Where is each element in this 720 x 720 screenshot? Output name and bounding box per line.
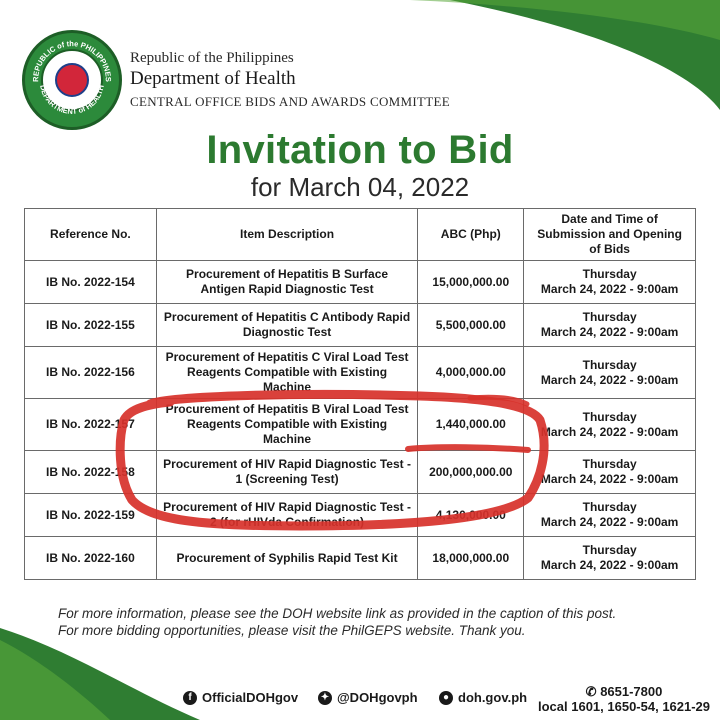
website-contact — [439, 690, 527, 705]
header-date: Date and Time of Submission and Opening of Bids — [524, 209, 696, 261]
cell-datetime: March 24, 2022 - 9:00am — [540, 472, 679, 486]
agency-committee: CENTRAL OFFICE BIDS AND AWARDS COMMITTEE — [130, 94, 450, 109]
header-abc: ABC (Php) — [418, 209, 524, 261]
header-ref: Reference No. — [25, 209, 157, 261]
cell-ref: IB No. 2022-154 — [25, 261, 157, 304]
globe-icon: ● — [439, 691, 453, 705]
phone-contact — [538, 684, 710, 714]
table-row — [25, 399, 696, 451]
cell-date — [524, 261, 696, 304]
table-header-row — [25, 209, 696, 261]
footer-note-line2: For more bidding opportunities, please visit the PhilGEPS website. Thank you. — [58, 623, 526, 638]
table-row — [25, 451, 696, 494]
cell-day: Thursday — [582, 310, 637, 324]
twitter-icon: ✦ — [318, 691, 332, 705]
cell-abc: 18,000,000.00 — [418, 537, 524, 580]
table-row — [25, 494, 696, 537]
cell-datetime: March 24, 2022 - 9:00am — [540, 424, 679, 439]
twitter-contact — [318, 690, 418, 705]
phone-number: 8651-7800 — [600, 684, 663, 699]
cell-day: Thursday — [582, 267, 637, 281]
cell-ref: IB No. 2022-155 — [25, 304, 157, 347]
cell-datetime: March 24, 2022 - 9:00am — [540, 325, 679, 339]
cell-abc: 4,000,000.00 — [418, 347, 524, 399]
table-row — [25, 304, 696, 347]
facebook-contact — [183, 690, 298, 705]
agency-republic: Republic of the Philippines — [130, 50, 294, 66]
header-desc: Item Description — [156, 209, 417, 261]
cell-day: Thursday — [582, 457, 637, 471]
cell-abc: 5,500,000.00 — [418, 304, 524, 347]
cell-date — [524, 537, 696, 580]
cell-day: Thursday — [582, 409, 637, 424]
cell-desc: Procurement of Hepatitis B Viral Load Test Reagents Compatible with Existing Machine — [156, 399, 417, 451]
cell-datetime: March 24, 2022 - 9:00am — [540, 372, 679, 387]
website-url: doh.gov.ph — [458, 690, 528, 705]
cell-date — [524, 347, 696, 399]
agency-header — [22, 30, 450, 130]
page-subtitle: for March 04, 2022 — [250, 172, 470, 202]
cell-datetime: March 24, 2022 - 9:00am — [540, 515, 679, 529]
twitter-handle: @DOHgovph — [337, 690, 418, 705]
footer-note — [58, 605, 616, 639]
svg-text:DEPARTMENT of HEALTH: DEPARTMENT of HEALTH — [38, 84, 106, 116]
footer-note-line1: For more information, please see the DOH website link as provided in the caption of this post. — [58, 606, 617, 621]
cell-desc: Procurement of HIV Rapid Diagnostic Test - 1 (Screening Test) — [156, 451, 417, 494]
cell-datetime: March 24, 2022 - 9:00am — [540, 558, 679, 572]
seal-ring — [25, 33, 119, 127]
facebook-handle: OfficialDOHgov — [202, 690, 299, 705]
cell-desc: Procurement of Hepatitis B Surface Antigen Rapid Diagnostic Test — [156, 261, 417, 304]
cell-date — [524, 399, 696, 451]
cell-ref: IB No. 2022-157 — [25, 399, 157, 451]
cell-ref: IB No. 2022-160 — [25, 537, 157, 580]
cell-day: Thursday — [582, 543, 637, 557]
table-row — [25, 537, 696, 580]
cell-ref: IB No. 2022-156 — [25, 347, 157, 399]
svg-text:REPUBLIC of the PHILIPPINES: REPUBLIC of the PHILIPPINES — [31, 39, 113, 82]
cell-abc: 4,130,000.00 — [418, 494, 524, 537]
cell-date — [524, 304, 696, 347]
table-row — [25, 347, 696, 399]
bids-table — [24, 208, 696, 580]
cell-ref: IB No. 2022-159 — [25, 494, 157, 537]
cell-date — [524, 494, 696, 537]
cell-abc: 1,440,000.00 — [418, 399, 524, 451]
cell-abc: 200,000,000.00 — [418, 451, 524, 494]
cell-abc: 15,000,000.00 — [418, 261, 524, 304]
cell-day: Thursday — [582, 357, 637, 372]
cell-desc: Procurement of Hepatitis C Viral Load Test Reagents Compatible with Existing Machine — [156, 347, 417, 399]
agency-department: Department of Health — [130, 68, 296, 89]
cell-day: Thursday — [582, 500, 637, 514]
facebook-icon: f — [183, 691, 197, 705]
page-title: Invitation to Bid — [206, 128, 514, 172]
cell-desc: Procurement of Hepatitis C Antibody Rapid Diagnostic Test — [156, 304, 417, 347]
cell-ref: IB No. 2022-158 — [25, 451, 157, 494]
cell-datetime: March 24, 2022 - 9:00am — [540, 282, 679, 296]
table-row — [25, 261, 696, 304]
cell-desc: Procurement of Syphilis Rapid Test Kit — [156, 537, 417, 580]
cell-desc: Procurement of HIV Rapid Diagnostic Test - 2 (for rHIVda Confirmation) — [156, 494, 417, 537]
phone-local: local 1601, 1650-54, 1621-29 — [538, 699, 711, 714]
cell-date — [524, 451, 696, 494]
phone-icon: ✆ — [585, 684, 597, 699]
doh-seal-logo — [22, 30, 122, 130]
